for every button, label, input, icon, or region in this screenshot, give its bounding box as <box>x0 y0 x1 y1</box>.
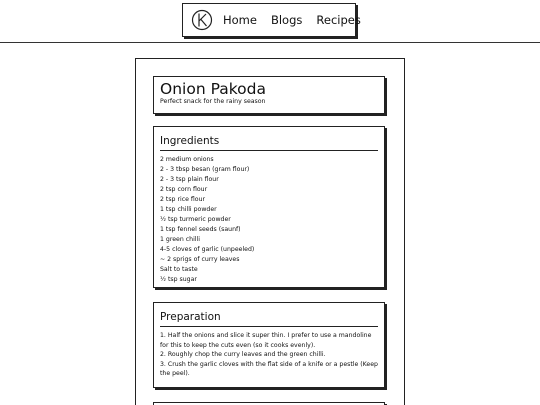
list-item: 2 tsp corn flour <box>160 186 208 193</box>
list-item: 2 - 3 tsp plain flour <box>160 176 219 183</box>
list-item: 2 medium onions <box>160 156 214 163</box>
recipe-subtitle: Perfect snack for the rainy season <box>160 98 266 105</box>
nav-blogs-link[interactable]: Blogs <box>270 13 303 27</box>
list-item: 2 - 3 tbsp besan (gram flour) <box>160 166 250 173</box>
circle-k-logo-icon[interactable] <box>191 9 213 31</box>
nav-recipes-link[interactable]: Recipes <box>316 13 361 27</box>
recipe-column <box>135 58 405 405</box>
list-item: ½ tsp turmeric powder <box>160 216 231 223</box>
list-item: 3. Crush the garlic cloves with the flat side of a knife or a pestle (Keep the peel). <box>160 360 378 378</box>
recipe-title-card <box>153 76 385 114</box>
ingredients-card <box>153 126 385 288</box>
nav-home-link[interactable]: Home <box>223 13 257 27</box>
list-item: ~ 2 sprigs of curry leaves <box>160 256 240 263</box>
list-item: Salt to taste <box>160 266 198 273</box>
list-item: 1 tsp fennel seeds (saunf) <box>160 226 241 233</box>
list-item: 2. Roughly chop the curry leaves and the green chilli. <box>160 351 326 359</box>
list-item: 2 tsp rice flour <box>160 196 206 203</box>
preparation-heading: Preparation <box>160 311 378 327</box>
ingredients-list <box>160 155 378 285</box>
list-item: 1 tsp chilli powder <box>160 206 217 213</box>
header-divider <box>0 42 540 43</box>
top-nav <box>182 3 361 37</box>
ingredients-heading: Ingredients <box>160 135 378 151</box>
list-item: 4-5 cloves of garlic (unpeeled) <box>160 246 255 253</box>
preparation-card <box>153 302 385 388</box>
list-item: 1 green chilli <box>160 236 200 243</box>
preparation-steps <box>160 331 378 379</box>
recipe-title: Onion Pakoda <box>160 80 266 98</box>
list-item: ½ tsp sugar <box>160 276 197 283</box>
list-item: 1. Half the onions and slice it super thin. I prefer to use a mandoline for this to keep the cuts even (so it cooks evenly). <box>160 332 372 349</box>
